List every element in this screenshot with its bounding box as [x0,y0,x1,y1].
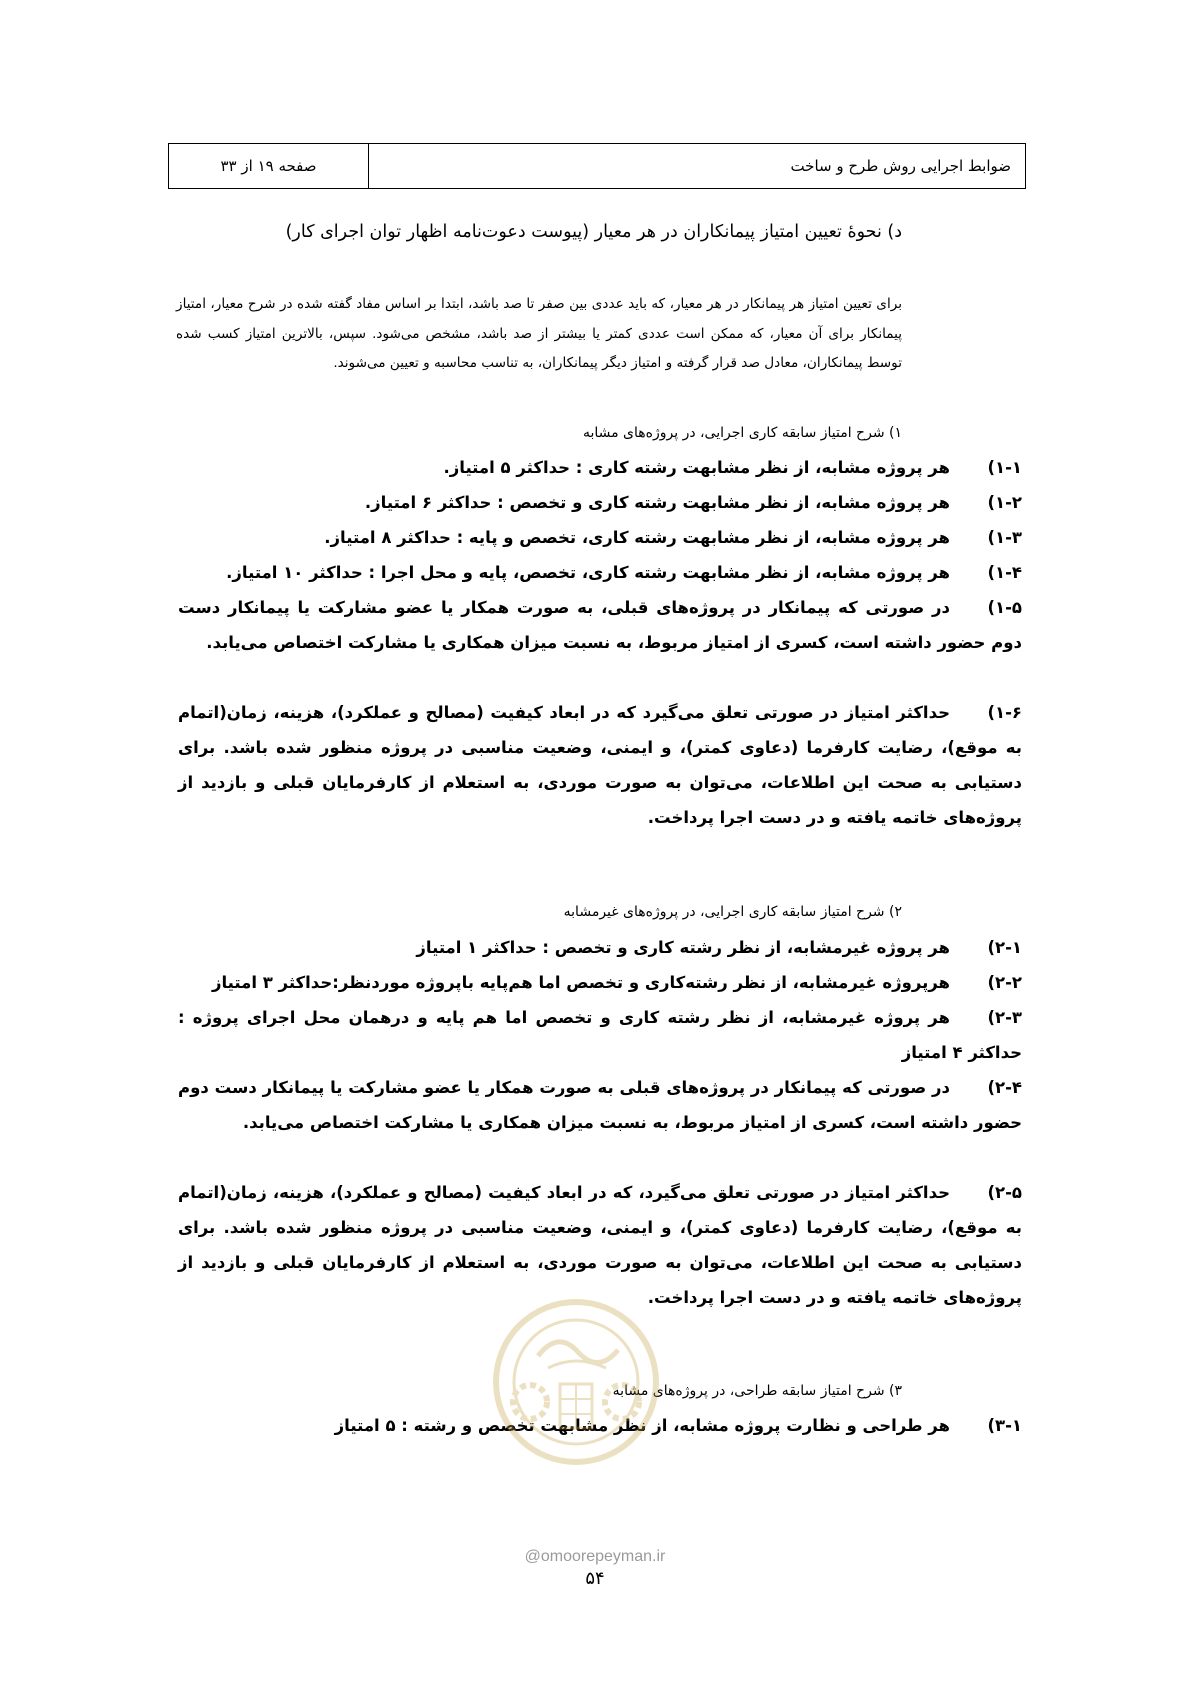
item-text: هر پروژه مشابه، از نظر مشابهت رشته کاری، تخصص و پایه : حداکثر ۸ امتیاز. [324,528,950,547]
section2-item [178,930,1022,965]
item-number: ۲-۲) [987,973,1022,992]
page-number: ۵۴ [585,1568,605,1589]
section1-title: ۱) شرح امتیاز سابقه کاری اجرایی، در پروژه‌های مشابه [582,425,902,441]
section2-item [178,965,1022,1000]
item-text: هرپروژه غیرمشابه، از نظر رشته‌کاری و تخصص اما هم‌پایه باپروژه موردنظر:حداکثر ۳ امتیاز [211,973,950,992]
item-text: حداکثر امتیاز در صورتی تعلق می‌گیرد که در ابعاد کیفیت (مصالح و عملکرد)، هزینه، زمان(اتمام به موقع)، رضایت کارفرما (دعاوی کمتر)، و ایمنی، وضعیت مناسبی در پروژه منظور شده باشد. برای دستیابی به صحت این اطلاعات، می‌توان به صورت موردی، به استعلام از کارفرمایان قبلی و بازدید از پروژه‌های خاتمه یافته و در دست اجرا پرداخت. [178,703,1022,827]
item-number: ۱-۳) [987,528,1022,547]
item-number: ۱-۲) [987,493,1022,512]
item-text: هر پروژه غیرمشابه، از نظر رشته کاری و تخصص : حداکثر ۱ امتیاز [416,938,950,957]
item-number: ۱-۱) [987,458,1022,477]
header-table [168,143,1026,189]
section-heading: د) نحوۀ تعیین امتیاز پیمانکاران در هر معیار (پیوست دعوت‌نامه اظهار توان اجرای کار) [285,222,902,242]
item-text: در صورتی که پیمانکار در پروژه‌های قبلی به صورت همکار یا عضو مشارکت یا پیمانکار دست دوم حضور داشته است، کسری از امتیاز مربوط، به نسبت میزان همکاری یا مشارکت اختصاص می‌یابد. [178,1078,1022,1132]
item-text: هر پروژه مشابه، از نظر مشابهت رشته کاری، تخصص، پایه و محل اجرا : حداکثر ۱۰ امتیاز. [226,563,950,582]
item-number: ۲-۱) [987,938,1022,957]
item-number: ۱-۶) [987,703,1022,722]
section1-item [178,695,1022,835]
intro-paragraph: برای تعیین امتیاز هر پیمانکار در هر معیار، که باید عددی بین صفر تا صد باشد، ابتدا بر اساس مفاد گفته شده در شرح معیار، امتیاز پیمانکار برای آن معیار، که ممکن است عددی کمتر یا بیشتر از صد باشد، مشخص می‌شود. سپس، بالاترین امتیاز کسب شده توسط پیمانکاران، معادل صد قرار گرفته و امتیاز دیگر پیمانکاران، به تناسب محاسبه و تعیین می‌شوند. [176,296,902,372]
item-number: ۲-۳) [987,1008,1022,1027]
item-number: ۱-۴) [987,563,1022,582]
section2-title: ۲) شرح امتیاز سابقه کاری اجرایی، در پروژه‌های غیرمشابه [563,904,902,920]
item-text: هر پروژه مشابه، از نظر مشابهت رشته کاری : حداکثر ۵ امتیاز. [443,458,950,477]
section1-item [178,555,1022,590]
omoorepeyman-seal-icon [488,1294,664,1470]
section1-item [178,520,1022,555]
document-title: ضوابط اجرایی روش طرح و ساخت [368,144,1025,188]
section3-title: ۳) شرح امتیاز سابقه طراحی، در پروژه‌های مشابه [612,1383,902,1399]
item-number: ۱-۵) [987,598,1022,617]
section1-item [178,590,1022,660]
item-number: ۳-۱) [987,1416,1022,1435]
item-text: حداکثر امتیاز در صورتی تعلق می‌گیرد، که در ابعاد کیفیت (مصالح و عملکرد)، هزینه، زمان(اتمام به موقع)، رضایت کارفرما (دعاوی کمتر)، و ایمنی، وضعیت مناسبی در پروژه منظور شده باشد. برای دستیابی به صحت این اطلاعات، می‌توان به صورت موردی، به استعلام از کارفرمایان قبلی و بازدید از پروژه‌های خاتمه یافته و در دست اجرا پرداخت. [178,1183,1022,1307]
item-number: ۲-۵) [987,1183,1022,1202]
page-label: صفحه ۱۹ از ۳۳ [220,157,317,175]
item-text: در صورتی که پیمانکار در پروژه‌های قبلی، به صورت همکار یا عضو مشارکت یا پیمانکار دست دوم حضور داشته است، کسری از امتیاز مربوط، به نسبت میزان همکاری یا مشارکت اختصاص می‌یابد. [178,598,1022,652]
section1-item [178,485,1022,520]
section2-item [178,1070,1022,1140]
item-number: ۲-۴) [987,1078,1022,1097]
item-text: هر طراحی و نظارت پروژه مشابه، از نظر مشابهت تخصص و رشته : ۵ امتیاز [334,1416,950,1435]
section2-item [178,1000,1022,1070]
item-text: هر پروژه غیرمشابه، از نظر رشته کاری و تخصص اما هم پایه و درهمان محل اجرای پروژه : حداکثر ۴ امتیاز [178,1008,1022,1062]
website-watermark: @omoorepeyman.ir [524,1548,666,1565]
section1-item [178,450,1022,485]
item-text: هر پروژه مشابه، از نظر مشابهت رشته کاری و تخصص : حداکثر ۶ امتیاز. [364,493,950,512]
